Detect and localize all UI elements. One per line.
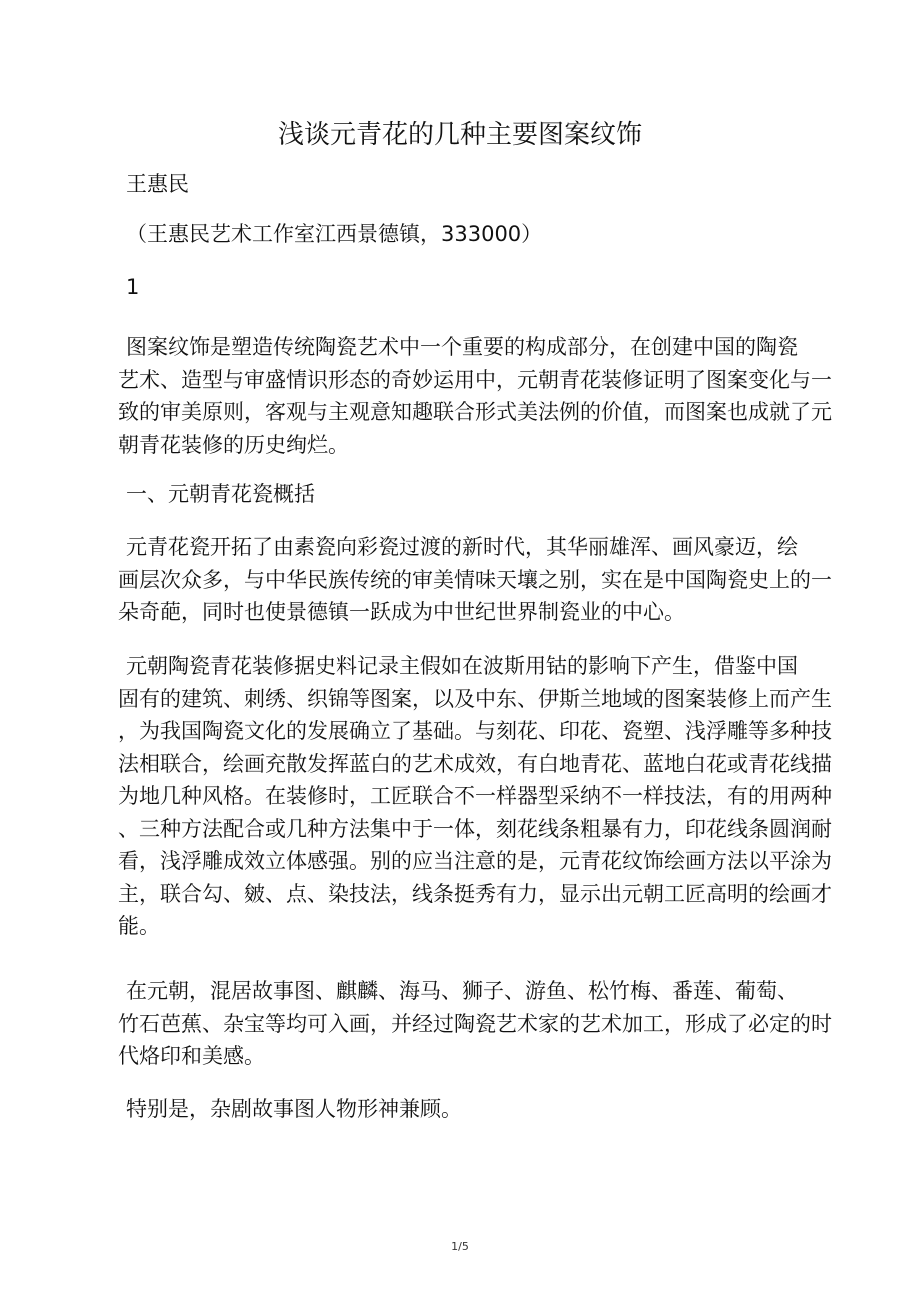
paragraph-1 — [118, 331, 832, 461]
text-line: 、三种方法配合或几种方法集中于一体，刻花线条粗暴有力，印花线条圆润耐 — [118, 816, 832, 841]
text-line: 固有的建筑、刺绣、织锦等图案，以及中东、伊斯兰地域的图案装修上而产生 — [118, 686, 832, 711]
text-line: 能。 — [118, 914, 160, 938]
text-line: 画层次众多，与中华民族传统的审美情味天壤之别，实在是中国陶瓷史上的一 — [118, 567, 832, 592]
text-line: 看，浅浮雕成效立体感强。别的应当注意的是，元青花纹饰绘画方法以平涂为 — [118, 849, 832, 873]
paragraph-5 — [118, 1093, 772, 1126]
affiliation — [126, 218, 780, 251]
text-line: 为地几种风格。在装修时，工匠联合不一样器型采纳不一样技法，有的用两种 — [118, 784, 832, 808]
text-line: 艺术、造型与审盛情识形态的奇妙运用中，元朝青花装修证明了图案变化与一 — [118, 367, 832, 392]
text-line: 致的审美原则，客观与主观意知趣联合形式美法例的价值，而图案也成就了元 — [118, 400, 832, 424]
page-number: 1/5 — [451, 1240, 469, 1253]
text-line: 元青花瓷开拓了由素瓷向彩瓷过渡的新时代，其华丽雄浑、画风豪迈，绘 — [126, 535, 798, 559]
text-line: 在元朝，混居故事图、麒麟、海马、狮子、游鱼、松竹梅、番莲、葡萄、 — [126, 979, 798, 1003]
affiliation-text: （王惠民艺术工作室江西景德镇，333000） — [126, 222, 543, 246]
paragraph-4 — [118, 975, 832, 1073]
text-line: 元朝陶瓷青花装修据史料记录主假如在波斯用钴的影响下产生，借鉴中国 — [126, 654, 798, 678]
text-line: 竹石芭蕉、杂宝等均可入画，并经过陶瓷艺术家的艺术加工，形成了必定的时 — [118, 1011, 832, 1036]
text-line: 朵奇葩，同时也使景德镇一跃成为中世纪世界制瓷业的中心。 — [118, 600, 685, 624]
text-line: 图案纹饰是塑造传统陶瓷艺术中一个重要的构成部分，在创建中国的陶瓷 — [126, 335, 798, 359]
text-line: 法相联合，绘画充散发挥蓝白的艺术成效，有白地青花、蓝地白花或青花线描 — [118, 751, 832, 776]
section-number — [118, 271, 772, 304]
heading-1 — [118, 478, 772, 511]
author-name: 王惠民 — [126, 172, 189, 196]
document-title: 浅谈元青花的几种主要图案纹饰 — [277, 120, 642, 150]
text-line: 朝青花装修的历史绚烂。 — [118, 432, 349, 457]
text-line: ，为我国陶瓷文化的发展确立了基础。与刻花、印花、瓷塑、浅浮雕等多种技 — [118, 719, 832, 743]
paragraph-2 — [118, 531, 832, 629]
section-number-text: 1 — [126, 275, 140, 299]
heading-1-text: 一、元朝青花瓷概括 — [126, 482, 315, 506]
text-line: 代烙印和美感。 — [118, 1044, 265, 1068]
text-line: 主，联合勾、皴、点、染技法，线条挺秀有力，显示出元朝工匠高明的绘画才 — [118, 881, 832, 906]
author — [118, 168, 772, 201]
paragraph-5-text: 特别是，杂剧故事图人物形神兼顾。 — [126, 1097, 462, 1121]
paragraph-3 — [118, 650, 832, 943]
